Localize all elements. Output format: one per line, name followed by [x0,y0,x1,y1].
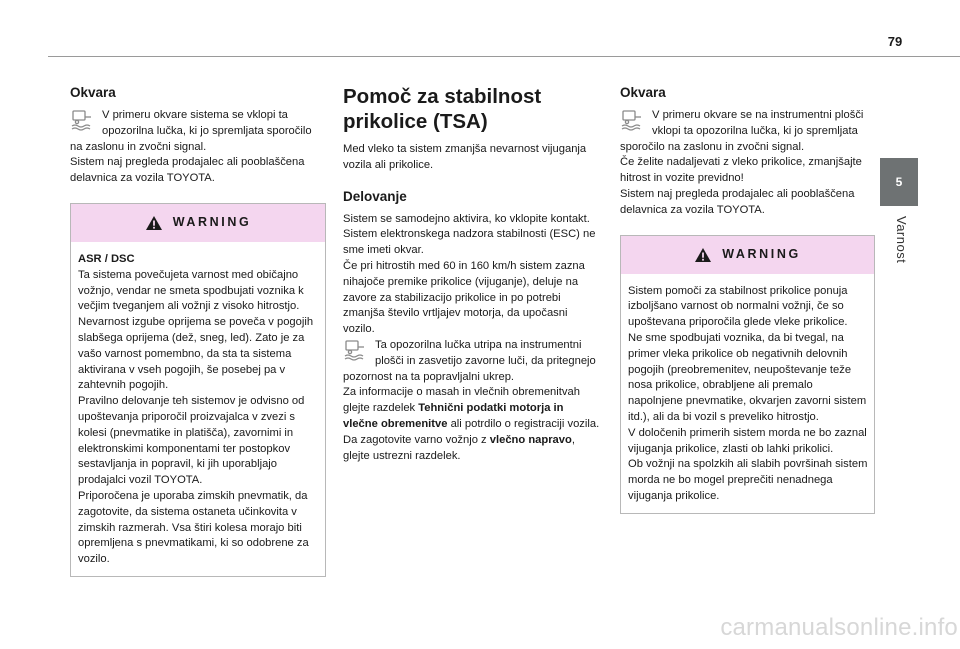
left-para-1-text: V primeru okvare sistema se vklopi ta opozorilna lučka, ki jo spremljata sporočilo na zaslonu in zvočni signal. [70,109,312,153]
right-warning-title: WARNING [722,246,801,261]
middle-para-6-a: Da zagotovite varno vožnjo z [343,433,490,446]
right-para-1 [620,108,875,155]
left-warning-body [71,242,325,576]
right-warning-line: Ob vožnji na spolzkih ali slabih površinah sistem morda ne bo mogel preprečiti nenadnega vijuganja prikolice. [628,458,868,502]
middle-intro: Med vleko ta sistem zmanjša nevarnost vijuganja vozila ali prikolice. [343,143,587,171]
trailer-stability-warning-icon [343,339,367,361]
middle-para-5-b: ali potrdilo o registraciji vozila. [447,417,600,430]
towbar-link[interactable]: vlečno napravo [489,433,572,446]
left-warning-line: Pravilno delovanje teh sistemov je odvisno od upoštevanja priporočil proizvajalca v zvezi s kolesi (pnevmatike in platišča), zavornimi in elektronskimi komponentami ter postopkov sestavljanja in popravil, ki jih uporabljajo prodajalci vozil TOYOTA. [78,395,305,487]
middle-para-3: Če pri hitrostih med 60 in 160 km/h sistem zazna nihajoče premike prikolice (vijuganje), deluje na zavore za stabilizacijo prikolice in po potrebi zmanjša število vrtljajev motorja, da upočasni vozilo. [343,259,585,336]
chapter-label: Varnost [894,216,909,264]
left-warning-line: Priporočena je uporaba zimskih pnevmatik, da zagotovite, da sistema ostaneta učinkovita v zimskih razmerah. Vsa štiri kolesa morajo biti opremljena s pnevmatikami, ki so odobrene za vozilo. [78,489,309,566]
right-warning-header [621,236,874,274]
left-warning-line: ASR / DSC [78,252,135,265]
left-para-2: Sistem naj pregleda prodajalec ali pooblaščena delavnica za vozila TOYOTA. [70,156,305,185]
middle-para-2: Sistem elektronskega nadzora stabilnosti (ESC) ne sme imeti okvar. [343,228,596,257]
chapter-tab[interactable]: 5 [880,158,918,206]
tech-data-link[interactable]: Tehnični podatki motorja in vlečne obremenitve [343,402,564,430]
right-para-3: Sistem naj pregleda prodajalec ali pooblaščena delavnica za vozila TOYOTA. [620,187,855,216]
right-warning-box [620,235,875,514]
left-warning-line: Nevarnost izgube oprijema se poveča v pogojih slabšega oprijema (dež, sneg, led). Zato je za vašo varnost pomembno, da sta ta sistema aktivirana v vseh pogojih, še posebej pa v zahtevnih pogojih. [78,316,314,392]
left-heading: Okvara [70,85,116,100]
warning-triangle-icon [694,247,712,263]
right-heading: Okvara [620,85,666,100]
right-column [620,84,875,514]
right-warning-line: V določenih primerih sistem morda ne bo zaznal vijuganja prikolice, zlasti ob lahki prikolici. [628,426,867,455]
middle-para-5 [343,385,601,432]
left-column [70,84,326,577]
trailer-stability-warning-icon [70,109,94,131]
middle-para-4 [343,338,601,385]
page-number: 79 [887,34,903,49]
middle-subheading: Delovanje [343,188,407,204]
right-warning-line: Sistem pomoči za stabilnost prikolice ponuja izboljšano varnost ob normalni vožnji, če so upoštevana priporočila glede vleke prikolice. [628,284,848,329]
middle-para-1: Sistem se samodejno aktivira, ko vklopite kontakt. [343,212,590,225]
header-rule [48,56,960,57]
middle-para-5-a: Za informacije o masah in vlečnih obremenitvah glejte razdelek [343,386,580,415]
left-warning-title: WARNING [172,215,252,230]
left-warning-line: Ta sistema povečujeta varnost med običajno vožnjo, vendar ne smeta spodbujati voznika k večjim tveganjem ali vožnji z visoko hitrostjo. [78,268,304,313]
right-warning-body [621,274,874,513]
left-warning-header [71,204,325,242]
middle-para-6 [343,433,601,465]
trailer-stability-warning-icon [620,109,644,131]
middle-para-4-text: Ta opozorilna lučka utripa na instrumentni plošči in zasvetijo zavorne luči, da pritegnejo pozornost na ta popravljalni ukrep. [343,338,596,383]
left-para-1 [70,108,326,155]
left-warning-box [70,203,326,577]
warning-triangle-icon [145,215,163,231]
section-title: Pomoč za stabilnost prikolice (TSA) [343,85,542,133]
right-para-1-text: V primeru okvare se na instrumentni plošči vklopi ta opozorilna lučka, ki jo spremljata sporočilo na zaslonu in zvočni signal. [620,109,864,153]
watermark: carmanualsonline.info [720,614,958,641]
right-warning-line: Ne sme spodbujati voznika, da bi tvegal, na primer vleka prikolice ob negativnih delovnih pogojih (preobremenitev, neupoštevanje teže nosa prikolice, obrabljene ali premalo napolnjene pnevmatike, okvarjen zavorni sistem itd.), ali da bi vozil s preveliko hitrostjo. [628,331,867,423]
right-para-2: Če želite nadaljevati z vleko prikolice, zmanjšajte hitrost in vozite previdno! [620,156,862,185]
middle-para-6-b: , glejte ustrezni razdelek. [343,433,575,462]
middle-column [343,84,601,464]
